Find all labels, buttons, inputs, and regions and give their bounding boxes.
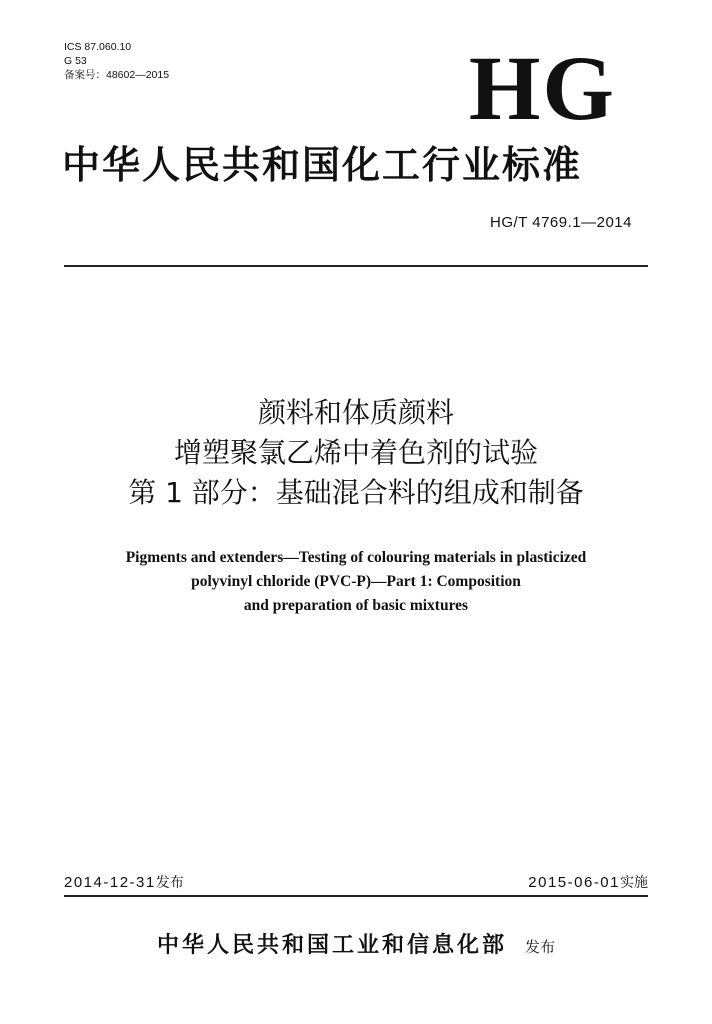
issue-date-value: 2014-12-31 [64, 874, 156, 891]
implementation-date-value: 2015-06-01 [528, 874, 620, 891]
publisher-label: 发布 [525, 938, 556, 956]
publisher-name: 中华人民共和国工业和信息化部 [156, 932, 507, 958]
implementation-date-label: 实施 [620, 875, 648, 891]
chinese-title-line: 第 1 部分：基础混合料的组成和制备 [128, 476, 584, 509]
english-title-line: polyvinyl chloride (PVC-P)—Part 1: Composition [191, 573, 521, 590]
english-title-line: and preparation of basic mixtures [243, 597, 469, 614]
issue-date-label: 发布 [155, 875, 184, 891]
chinese-title-line: 颜料和体质颜料 [257, 396, 454, 429]
filing-number: 备案号：48602—2015 [64, 69, 170, 81]
standard-number: HG/T 4769.1—2014 [490, 214, 632, 231]
publisher [0, 928, 712, 959]
implementation-date [528, 872, 648, 892]
chinese-title-line: 增塑聚氯乙烯中着色剂的试验 [173, 436, 538, 469]
issue-date [64, 872, 184, 892]
english-title-line: Pigments and extenders—Testing of colouring materials in plasticized [125, 549, 587, 566]
ccs-code: G 53 [64, 55, 87, 67]
bottom-divider [64, 895, 648, 897]
classification-block [64, 40, 169, 82]
standard-type-heading: 中华人民共和国化工行业标准 [62, 142, 583, 187]
english-title [0, 546, 712, 618]
top-divider [64, 265, 648, 267]
standard-code-logo: HG [468, 37, 616, 139]
ics-code: ICS 87.060.10 [64, 41, 132, 53]
chinese-title [0, 393, 712, 513]
